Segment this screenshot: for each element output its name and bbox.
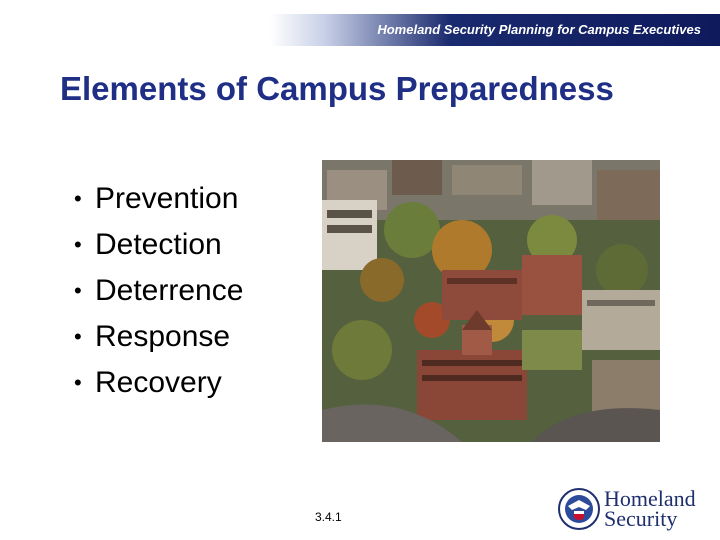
bullet-text: Detection [95, 228, 222, 261]
slide-number: 3.4.1 [315, 510, 342, 524]
bullet-marker: • [74, 324, 82, 349]
campus-photo-drawing [322, 160, 660, 442]
bullet-text: Recovery [95, 366, 222, 399]
bullet-marker: • [74, 232, 82, 257]
bullet-marker: • [74, 370, 82, 395]
dhs-seal-icon [558, 488, 600, 530]
logo-word-security: Security [604, 506, 678, 531]
campus-aerial-photo [322, 160, 660, 442]
bullet-marker: • [74, 186, 82, 211]
bullet-marker: • [74, 278, 82, 303]
bullet-text: Prevention [95, 182, 239, 215]
logo-word-homeland: Homeland [604, 486, 696, 511]
homeland-security-logo [558, 488, 718, 532]
bullet-text: Deterrence [95, 274, 244, 307]
slide-title: Elements of Campus Preparedness [60, 70, 614, 107]
bullet-text: Response [95, 320, 231, 353]
header-text: Homeland Security Planning for Campus Executives [377, 22, 701, 37]
